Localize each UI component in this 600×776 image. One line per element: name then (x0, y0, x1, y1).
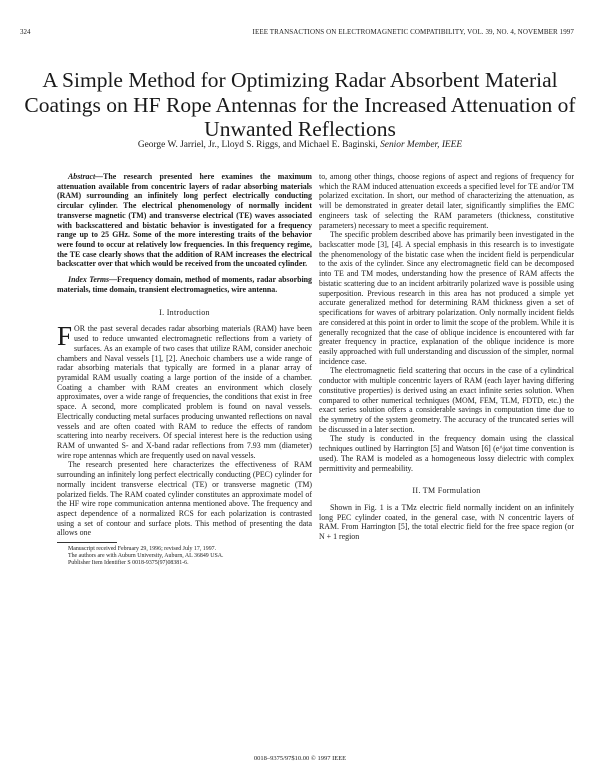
author-role: Senior Member, IEEE (380, 140, 463, 150)
abstract-text: The research presented here examines the maximum attenuation available from concentric layers of radar absorbing materials (RAM) surrounding an infinitely long perfect electrically conducting circular cylinder. The electrical phenomenology of normally incident transverse magnetic (TM) and transverse electrical (TE) waves associated with backscattered and bistatic behavior is investigated for a frequency range up to 25 GHz. Some of the more interesting traits of the behavior were found to occur at relatively low frequencies. In this frequency regime, the TE case clearly shows that the addition of RAM increases the electrical backscatter over that which would be received from the uncoated cylinder. (57, 172, 312, 269)
right-paragraph-3: The electromagnetic field scattering that occurs in the case of a cylindrical conductor with multiple concentric layers of RAM (each layer having differing constitutive properties) is derived using an exact infinite series solution. When compared to other numerical techniques (MOM, FEM, TLM, FDTD, etc.) the exact series solution offers a considerable savings in computation time due to the symmetry of the system geometry. The accuracy of the truncated series will be discussed in a later section. (319, 366, 574, 434)
journal-header: IEEE TRANSACTIONS ON ELECTROMAGNETIC COMPATIBILITY, VOL. 39, NO. 4, NOVEMBER 1997 (252, 28, 574, 36)
index-terms-text: Frequency domain, method of moments, radar absorbing materials, time domain, transient electromagnetics, wire antenna. (57, 275, 312, 294)
intro-paragraph-1-text: OR the past several decades radar absorbing materials (RAM) have been used to reduce unwanted electromagnetic reflections from a variety of surfaces. As an example of two cases that utilize RAM, consider anechoic chambers and Naval vessels [1], [2]. Anechoic chambers use a wide range of radar absorbing materials that typically are formed in a planar array of pyramidal RAM usually coating a large portion of the inside of a chamber. Coating a chamber with RAM creates an environment which closely approximates, over a wide range of frequencies, the conditions that exist in free space. A second, more complicated problem is found on naval vessels. Electrically conducting metal surfaces producing unwanted reflections on naval vessels and are often coated with RAM to reduce the effects of random scattering into nearby receivers. Of special interest here is the reduction using RAM of unwanted S- and X-band radar reflections from 7.93 mm (diameter) wire rope antennas which are frequently used on naval vessels. (57, 324, 312, 460)
intro-paragraph-1 (57, 321, 312, 460)
right-paragraph-2: The specific problem described above has primarily been investigated in the backscatter mode [3], [4]. A special emphasis in this research is to investigate the phenomenology of the bistatic case when the incident field is perpendicular to the axis of the cylinder. Since any electromagnetic field can be decomposed into TE and TM modes, understanding how the presence of RAM affects the bistatic scattering due to an incident arbitrarily polarized wave is possible using superposition. Previous research in this area has not produced a simple yet accurate generalized method for determining RAM thickness given a set of specifications for waves of arbitrary polarization. Only normally incident fields are considered at this point in order to limit the scope of the problem. While it is generally recognized that the case of oblique incidence is encountered with far greater frequency in practice, explanation of the oblique incidence is more easily approached with full understanding and discussion of the simpler, normal incidence case. (319, 230, 574, 366)
copyright-line: 0018–9375/97$10.00 © 1997 IEEE (253, 755, 347, 762)
footnote-rule (57, 542, 117, 543)
right-paragraph-1: to, among other things, choose regions of aspect and regions of frequency for which the RAM induced attenuation exceeds a specified level for TE and/or TM polarized excitation. In short, our method of characterizing the attenuation, as will be demonstrated in greater detail later, significantly simplifies the EMC engineers task of selecting the RAM parameters (thickness, constitutive parameters) necessary to meet a specific requirement. (319, 172, 574, 230)
abstract (57, 172, 312, 269)
intro-paragraph-2: The research presented here characterizes the effectiveness of RAM surrounding an infinitely long perfect electrically conducting (PEC) cylinder for normally incident transverse electrical (TE) or transverse magnetic (TM) polarized fields. The RAM coated cylinder constitutes an approximate model of the HF wire rope communication antenna mentioned above. The frequency and aspect dependence of a normalized RCS for each polarization is contrasted using a set of contour and surface plots. This method of presenting the data allows one (57, 460, 312, 538)
section-heading-tm-formulation: II. TM Formulation (412, 486, 481, 496)
footnote-received: Manuscript received February 29, 1996; revised July 17, 1997. (68, 546, 217, 553)
index-terms-label: Index Terms— (68, 275, 117, 285)
footnote-affiliation: The authors are with Auburn University, Auburn, AL 36849 USA. (68, 553, 224, 560)
section-heading-introduction: I. Introduction (159, 307, 210, 317)
drop-cap: F (57, 321, 73, 352)
right-column (319, 172, 574, 542)
right-paragraph-4: The study is conducted in the frequency domain using the classical techniques outlined by Harrington [5] and Watson [6] (e^jωt time convention is used). The RAM is modeled as a homogeneous lossy dielectric with complex permittivity and permeability. (319, 434, 574, 473)
footnote-identifier: Publisher Item Identifier S 0018-9375(97)08381-6. (68, 560, 189, 567)
right-paragraph-5: Shown in Fig. 1 is a TMz electric field normally incident on an infinitely long PEC cylinder coated, in the general case, with N concentric layers of RAM. From Harrington [5], the total electric field for the free space region (or N + 1 region (319, 503, 574, 542)
author-line (20, 140, 580, 150)
page-number: 324 (20, 28, 31, 36)
left-column (57, 172, 312, 567)
abstract-label: Abstract— (68, 172, 104, 181)
index-terms (57, 275, 312, 294)
author-names: George W. Jarriel, Jr., Lloyd S. Riggs, and Michael E. Baginski, (137, 140, 378, 150)
paper-title: A Simple Method for Optimizing Radar Absorbent Material Coatings on HF Rope Antennas for the Increased Attenuation of Unwanted Reflections (24, 68, 576, 142)
